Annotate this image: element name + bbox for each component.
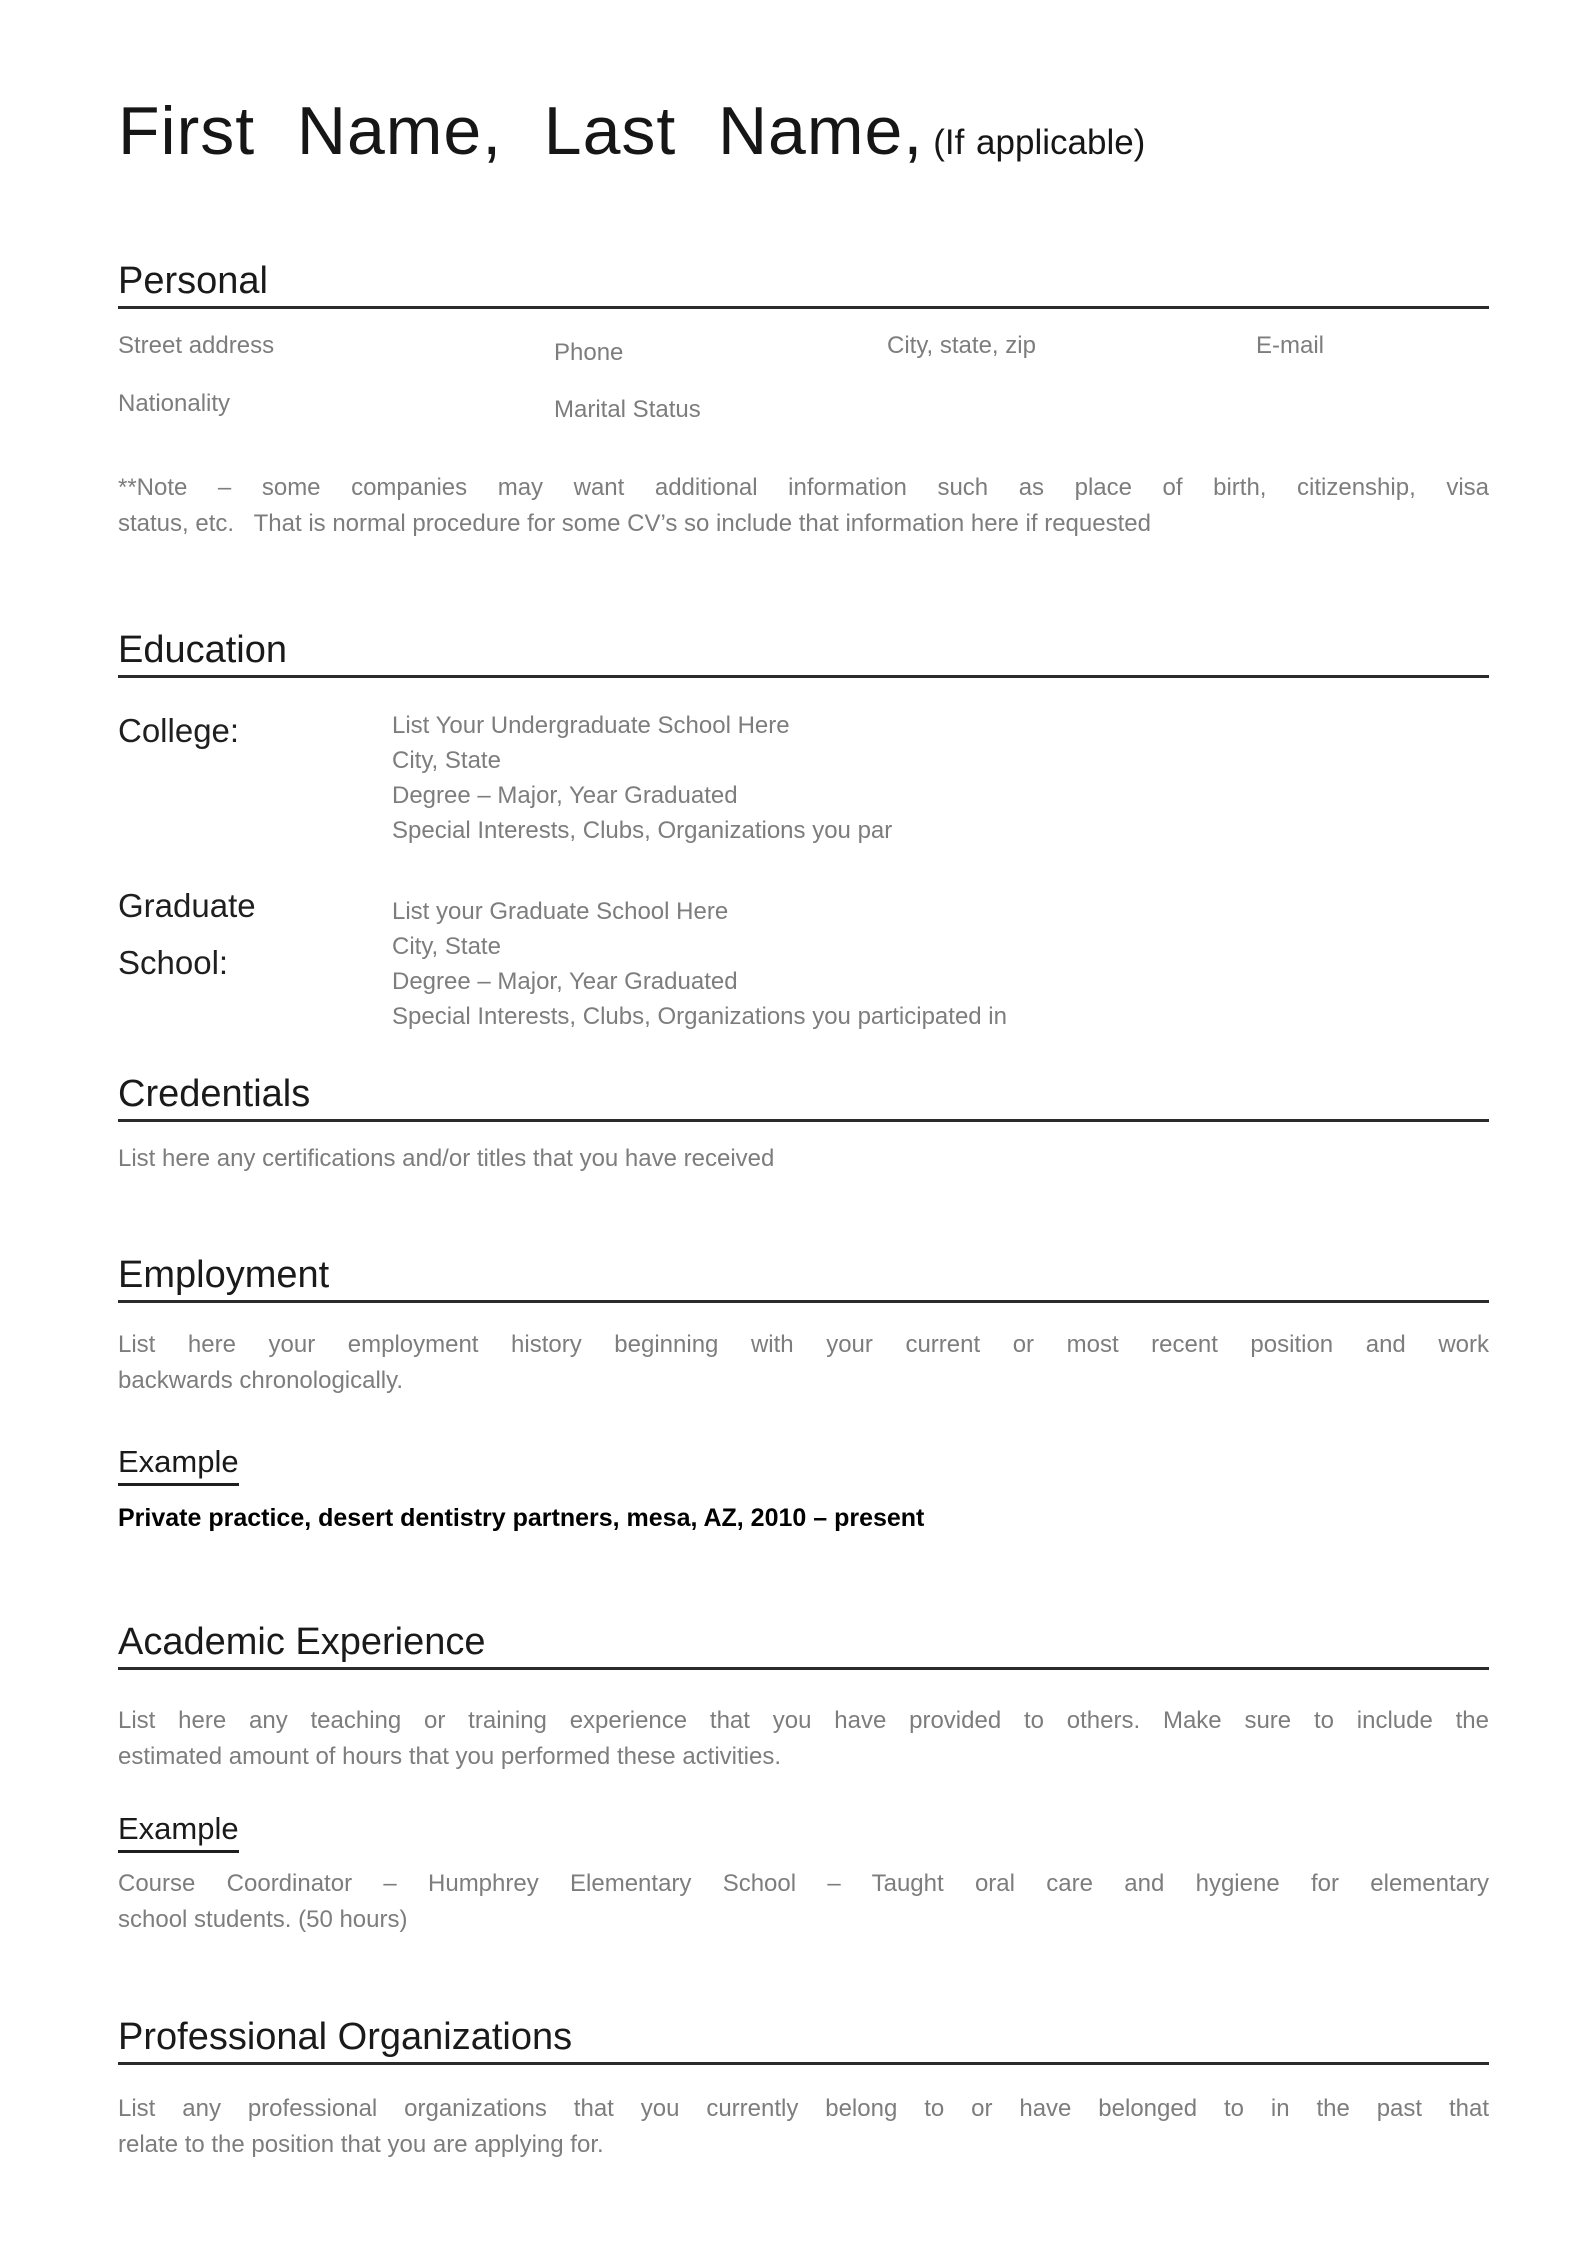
college-label: College: (118, 712, 240, 749)
college-detail-line: Special Interests, Clubs, Organizations you par (392, 817, 893, 844)
section-header-credentials (118, 1073, 1489, 1122)
section-title-employment: Employment (118, 1254, 330, 1296)
section-header-education (118, 629, 1489, 678)
academic-description-line: List here any teaching or training experience that you have provided to others. Make sure to include the (118, 1707, 1489, 1734)
section-header-employment (118, 1254, 1489, 1303)
document-title-suffix: (If applicable) (933, 123, 1146, 162)
section-title-personal: Personal (118, 260, 268, 302)
section-title-academic-experience: Academic Experience (118, 1621, 486, 1663)
document-title-main: First Name, Last Name, (118, 93, 924, 169)
academic-example-line: school students. (50 hours) (118, 1906, 408, 1933)
section-title-credentials: Credentials (118, 1073, 311, 1115)
employment-example-heading: Example (118, 1443, 1489, 1486)
field-marital-status: Marital Status (554, 396, 701, 423)
academic-example-heading: Example (118, 1810, 1489, 1853)
college-details (392, 708, 1489, 848)
academic-description-line: estimated amount of hours that you performed these activities. (118, 1743, 782, 1770)
academic-example-line: Course Coordinator – Humphrey Elementary School – Taught oral care and hygiene for elementary (118, 1870, 1489, 1897)
employment-description-line: List here your employment history beginning with your current or most recent position and work (118, 1331, 1489, 1358)
field-nationality: Nationality (118, 390, 231, 417)
professional-description-line: relate to the position that you are applying for. (118, 2131, 604, 2158)
college-detail-line: List Your Undergraduate School Here (392, 712, 790, 739)
document-title (118, 93, 1489, 169)
section-title-professional-organizations: Professional Organizations (118, 2016, 573, 2058)
academic-example-text (118, 1866, 1489, 1938)
professional-description-line: List any professional organizations that you currently belong to or have belonged to in the past that (118, 2095, 1489, 2122)
section-header-professional-organizations (118, 2016, 1489, 2065)
credentials-text: List here any certifications and/or titles that you have received (118, 1145, 775, 1172)
employment-example-text: Private practice, desert dentistry partners, mesa, AZ, 2010 – present (118, 1504, 925, 1532)
college-detail-line: City, State (392, 747, 501, 774)
professional-description (118, 2091, 1489, 2163)
field-street-address: Street address (118, 332, 275, 359)
college-detail-line: Degree – Major, Year Graduated (392, 782, 738, 809)
employment-description-line: backwards chronologically. (118, 1367, 404, 1394)
personal-note (118, 470, 1489, 542)
field-phone: Phone (554, 339, 624, 366)
section-header-personal (118, 260, 1489, 309)
field-city-state-zip: City, state, zip (887, 332, 1036, 359)
employment-description (118, 1327, 1489, 1399)
graduate-school-details (392, 894, 1489, 1034)
section-header-academic-experience (118, 1621, 1489, 1670)
section-title-education: Education (118, 629, 288, 671)
graduate-detail-line: City, State (392, 933, 501, 960)
graduate-detail-line: Degree – Major, Year Graduated (392, 968, 738, 995)
graduate-detail-line: List your Graduate School Here (392, 898, 729, 925)
personal-note-line: status, etc. That is normal procedure for some CV’s so include that information here if requested (118, 510, 1151, 537)
graduate-school-label: Graduate School: (118, 887, 256, 981)
graduate-detail-line: Special Interests, Clubs, Organizations you participated in (392, 1003, 1007, 1030)
personal-note-line: **Note – some companies may want additional information such as place of birth, citizenship, visa (118, 474, 1489, 501)
field-email: E-mail (1256, 332, 1325, 359)
academic-description (118, 1703, 1489, 1775)
